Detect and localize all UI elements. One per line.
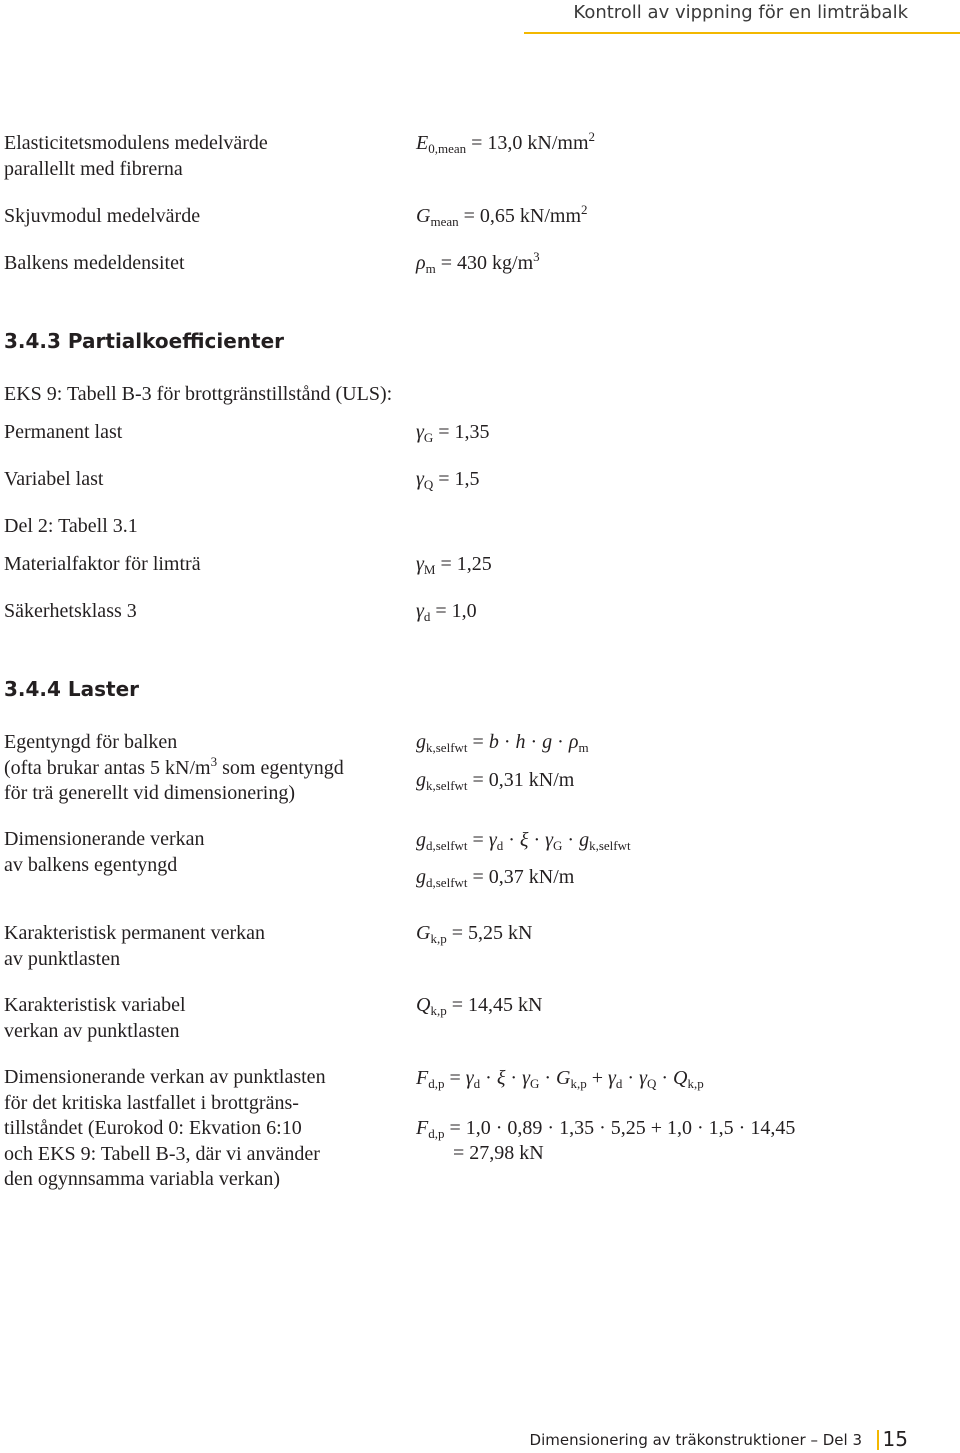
label-variabel-last: Variabel last [4,468,104,490]
footer-rule [877,1430,879,1450]
equation-g-mean: $G_{mean} = 0,65$ $kN/mm^2$ [416,202,588,229]
material-label-e: Elasticitetsmodulens medelvärde parallellt med fibrerna [4,132,268,180]
label-dim-punktlast: Dimensionerande verkan av punktlasten för det kritiska lastfallet i brottgräns- tillståndet (Eurokod 0: Ekvation 6:10 och EKS 9: Tabell B-3, där vi använder den ogynnsamma variabla verkan) [4,1066,326,1190]
material-label-rho: Balkens medeldensitet [4,252,185,274]
label-materialfaktor: Materialfaktor för limträ [4,553,201,575]
label-karakteristisk-variabel: Karakteristisk variabel verkan av punktlasten [4,994,186,1042]
running-header-title: Kontroll av vippning för en limträbalk [573,2,908,23]
section-heading-partialkoefficienter: 3.4.3 Partialkoefficienter [4,329,285,353]
equation-gd-selfwt-value: $g_{d,selfwt} = 0,37$ kN/m [416,866,575,890]
equation-gamma-m: $\gamma_M = 1,25$ [416,553,492,577]
equation-rho-m: $\rho_m = 430$ $kg/m^3$ [416,249,540,276]
equation-gk-selfwt-value: $g_{k,selfwt} = 0,31$ kN/m [416,769,575,793]
equation-gk-selfwt-formula: $g_{k,selfwt} = b \cdot h \cdot g \cdot \rho_m$ [416,731,589,755]
material-label-g: Skjuvmodul medelvärde [4,205,201,227]
equation-gamma-g: $\gamma_G = 1,35$ [416,421,490,445]
equation-gamma-q: $\gamma_Q = 1,5$ [416,468,480,492]
section-heading-laster: 3.4.4 Laster [4,677,140,701]
label-dim-egentyngd: Dimensionerande verkan av balkens egentyngd [4,828,205,876]
equation-fdp-result: = 27,98 kN [453,1142,544,1164]
intro-del2: Del 2: Tabell 3.1 [4,515,138,537]
label-permanent-last: Permanent last [4,421,123,443]
label-sakerhetsklass: Säkerhetsklass 3 [4,600,137,622]
equation-qkp: $Q_{k,p} = 14,45$ kN [416,994,543,1018]
page-number: 15 [882,1427,908,1451]
equation-gd-selfwt-formula: $g_{d,selfwt} = \gamma_d \cdot \xi \cdot \gamma_G \cdot g_{k,selfwt}$ [416,829,631,853]
intro-eks9: EKS 9: Tabell B-3 för brottgränstillstånd (ULS): [4,383,393,405]
footer-book-title: Dimensionering av träkonstruktioner – Del 3 [529,1431,862,1449]
label-karakteristisk-permanent: Karakteristisk permanent verkan av punktlasten [4,922,266,970]
equation-e-mean: $E_{0,mean} = 13,0$ $kN/mm^2$ [416,129,596,156]
header-rule [524,32,960,34]
equation-gkp: $G_{k,p} = 5,25$ kN [416,922,533,946]
label-egentyngd: Egentyngd för balken (ofta brukar antas 5 $kN/m^3$ som egentyngd för trä generellt vid dimensionering) [4,731,344,804]
equation-fdp-substituted: $F_{d,p} = 1,0 \cdot 0,89 \cdot 1,35 \cdot 5,25 + 1,0 \cdot 1,5 \cdot 14,45$ [416,1117,796,1141]
equation-gamma-d: $\gamma_d = 1,0$ [416,600,477,624]
equation-fdp-formula: $F_{d,p} = \gamma_d \cdot \xi \cdot \gamma_G \cdot G_{k,p} + \gamma_d \cdot \gamma_Q \cdot Q_{k,p}$ [416,1067,704,1091]
